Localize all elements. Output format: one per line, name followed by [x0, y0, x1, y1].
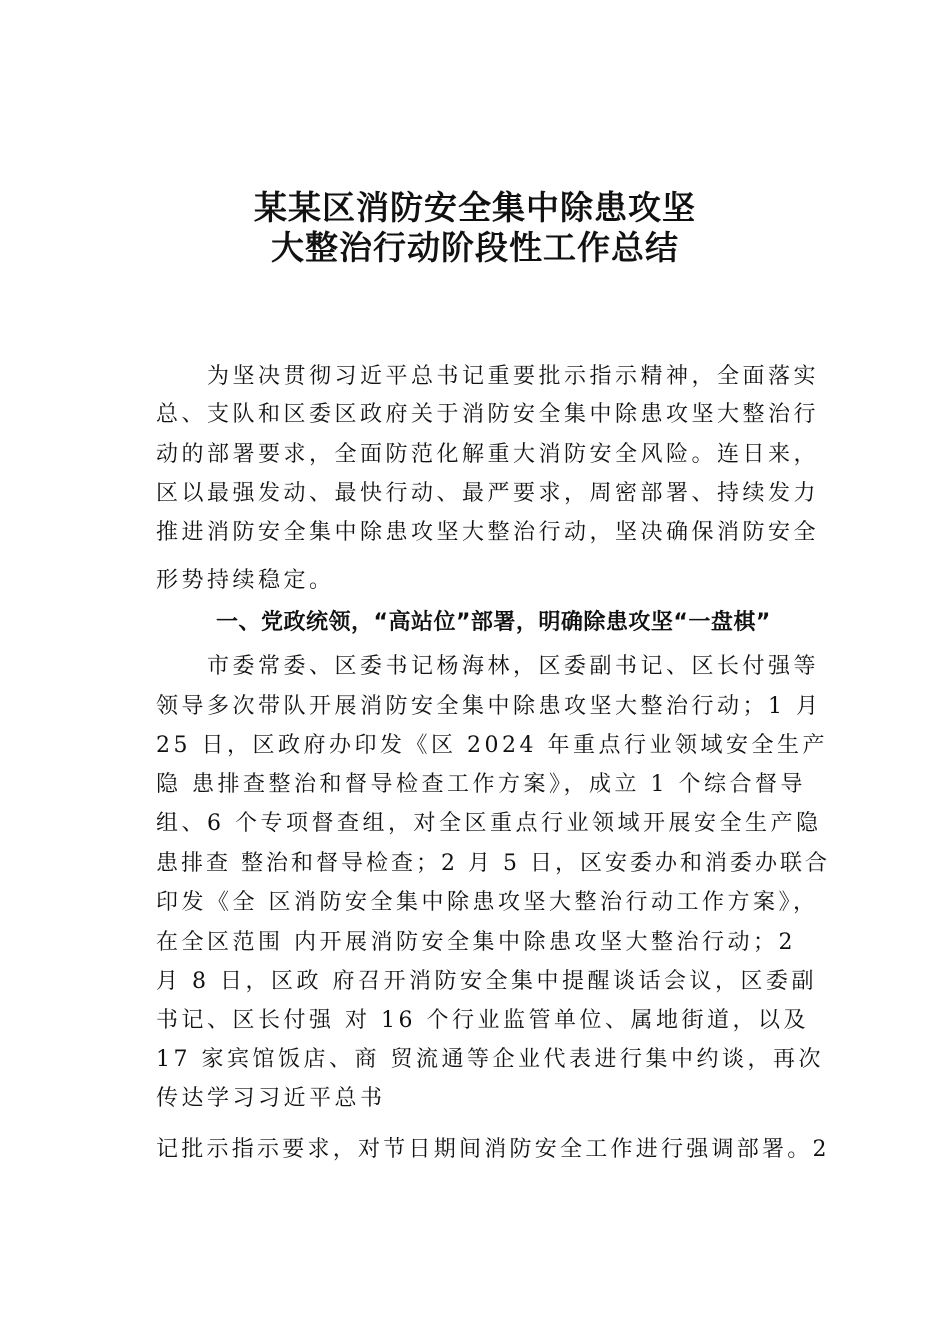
section-1-line: 市委常委、区委书记杨海林，区委副书记、区长付强等 [207, 654, 820, 679]
section-1-line: 领导多次带队开展消防安全集中除患攻坚大整治行动；1 月 [156, 694, 822, 719]
intro-line: 区以最强发动、最快行动、最严要求，周密部署、持续发力 [156, 481, 820, 506]
section-1-line: 患排查 整治和督导检查；2 月 5 日，区安委办和消委办联合 [156, 851, 830, 876]
section-1-heading: 一、党政统领，“高站位”部署，明确除患攻坚“一盘棋” [216, 610, 771, 635]
section-1-line: 17 家宾馆饭店、商 贸流通等企业代表进行集中约谈，再次 [156, 1047, 824, 1072]
section-1-line: 组、6 个专项督查组，对全区重点行业领域开展安全生产隐 [156, 811, 822, 836]
document-title-line-2: 大整治行动阶段性工作总结 [271, 228, 679, 267]
intro-line: 形势持续稳定。 [156, 568, 335, 593]
intro-line: 总、支队和区委区政府关于消防安全集中除患攻坚大整治行 [156, 402, 820, 427]
section-1-line: 传达学习习近平总书 [156, 1086, 386, 1111]
section-1-line: 月 8 日，区政 府召开消防安全集中提醒谈话会议，区委副 [156, 969, 817, 994]
section-1-line: 书记、区长付强 对 16 个行业监管单位、属地街道，以及 [156, 1008, 809, 1033]
section-1-line: 印发《全 区消防安全集中除患攻坚大整治行动工作方案》， [156, 890, 819, 915]
section-1-line: 25 日，区政府办印发《区 2024 年重点行业领域安全生产 [156, 733, 828, 758]
intro-line: 推进消防安全集中除患攻坚大整治行动，坚决确保消防安全 [156, 520, 820, 545]
section-1-line: 记批示指示要求，对节日期间消防安全工作进行强调部署。2 [156, 1137, 830, 1162]
intro-line: 动的部署要求，全面防范化解重大消防安全风险。连日来， [156, 442, 820, 467]
section-1-line: 在全区范围 内开展消防安全集中除患攻坚大整治行动；2 [156, 930, 796, 955]
document-title-line-1: 某某区消防安全集中除患攻坚 [254, 188, 696, 227]
intro-line: 为坚决贯彻习近平总书记重要批示指示精神，全面落实 [207, 364, 820, 389]
section-1-line: 隐 患排查整治和督导检查工作方案》，成立 1 个综合督导 [156, 772, 806, 797]
